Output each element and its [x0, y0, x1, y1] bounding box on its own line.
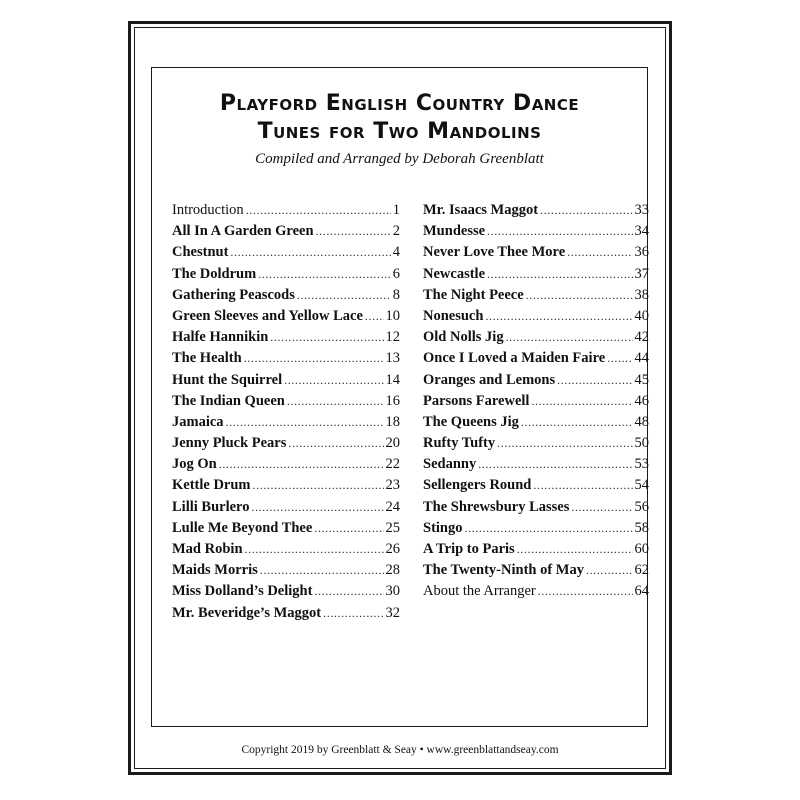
toc-entry-title: Newcastle [423, 265, 486, 282]
toc-entry-page: 2 [392, 223, 400, 240]
toc-column-left [172, 200, 400, 624]
toc-entry-page: 45 [634, 371, 649, 388]
toc-dot-leader [297, 285, 391, 306]
toc-entry-title: Mundesse [423, 223, 486, 240]
toc-entry-title: The Twenty-Ninth of May [423, 562, 584, 579]
toc-entry-page: 22 [385, 456, 400, 473]
toc-entry-page: 20 [385, 435, 400, 452]
toc-entry [423, 412, 649, 433]
toc-entry-title: The Indian Queen [172, 392, 285, 409]
toc-entry [172, 475, 400, 496]
toc-dot-leader [533, 475, 632, 496]
toc-dot-leader [521, 412, 633, 433]
toc-entry-page: 50 [634, 435, 649, 452]
toc-entry [172, 560, 400, 581]
toc-entry-title: Chestnut [172, 244, 229, 261]
toc-entry-page: 64 [634, 583, 649, 600]
toc-dot-leader [314, 518, 383, 539]
toc-entry [423, 539, 649, 560]
toc-entry-page: 12 [385, 329, 400, 346]
toc-entry [423, 433, 649, 454]
toc-entry [172, 264, 400, 285]
toc-entry [423, 348, 649, 369]
toc-entry [172, 348, 400, 369]
toc-dot-leader [465, 518, 633, 539]
toc-entry-title: Hunt the Squirrel [172, 371, 283, 388]
toc-entry-title: Sellengers Round [423, 477, 532, 494]
toc-entry [423, 454, 649, 475]
toc-entry [423, 327, 649, 348]
toc-entry-title: Parsons Farewell [423, 392, 530, 409]
toc-dot-leader [571, 497, 632, 518]
toc-entry-title: Lilli Burlero [172, 498, 250, 515]
toc-entry-page: 4 [392, 244, 400, 261]
toc-dot-leader [487, 264, 632, 285]
toc-dot-leader [607, 348, 632, 369]
toc-column-right [423, 200, 649, 603]
toc-entry [172, 391, 400, 412]
toc-entry-page: 10 [385, 307, 400, 324]
toc-entry-title: Nonesuch [423, 307, 484, 324]
toc-dot-leader [244, 348, 384, 369]
toc-entry [172, 433, 400, 454]
toc-dot-leader [246, 200, 391, 221]
toc-entry-title: Green Sleeves and Yellow Lace [172, 307, 363, 324]
toc-entry-page: 25 [385, 519, 400, 536]
toc-entry [172, 518, 400, 539]
toc-entry-page: 26 [385, 541, 400, 557]
toc-entry [172, 242, 400, 263]
toc-entry [423, 581, 649, 602]
toc-dot-leader [557, 370, 632, 391]
toc-dot-leader [219, 454, 384, 475]
book-title-line-2: Tunes for Two Mandolins [257, 119, 542, 144]
toc-entry-page: 24 [385, 498, 400, 515]
toc-dot-leader [314, 581, 383, 602]
toc-entry-page: 37 [634, 265, 649, 282]
toc-entry-page: 40 [634, 307, 649, 324]
toc-entry-title: Never Love Thee More [423, 244, 566, 261]
toc-dot-leader [497, 433, 632, 454]
toc-dot-leader [478, 454, 632, 475]
toc-entry-title: Oranges and Lemons [423, 371, 556, 388]
toc-entry-title: About the Arranger [423, 583, 536, 600]
toc-entry [423, 306, 649, 327]
toc-entry [423, 264, 649, 285]
toc-entry-page: 1 [392, 202, 400, 218]
toc-entry-page: 54 [634, 477, 649, 494]
book-title-line-1: Playford English Country Dance [219, 91, 580, 116]
toc-entry [423, 285, 649, 306]
toc-entry-page: 48 [634, 413, 649, 430]
toc-dot-leader [284, 370, 383, 391]
toc-entry-page: 13 [385, 350, 400, 367]
toc-entry-title: Maids Morris [172, 562, 258, 579]
toc-dot-leader [517, 539, 633, 560]
toc-entry-title: Old Nolls Jig [423, 329, 504, 346]
toc-entry-page: 34 [634, 223, 649, 240]
toc-entry-page: 60 [634, 541, 649, 557]
toc-entry-page: 38 [634, 286, 649, 303]
toc-entry-page: 46 [634, 392, 649, 409]
toc-entry-title: Introduction [172, 202, 244, 218]
toc-entry-page: 14 [385, 371, 400, 388]
toc-entry-page: 8 [392, 286, 400, 303]
toc-entry [423, 242, 649, 263]
toc-entry-title: Sedanny [423, 456, 477, 473]
toc-entry [423, 497, 649, 518]
toc-entry-title: Mad Robin [172, 541, 243, 557]
toc-dot-leader [540, 200, 632, 221]
toc-dot-leader [287, 391, 384, 412]
toc-entry-page: 28 [385, 562, 400, 579]
toc-entry-title: Once I Loved a Maiden Faire [423, 350, 606, 367]
toc-dot-leader [245, 539, 384, 560]
toc-entry [172, 497, 400, 518]
toc-entry-page: 30 [385, 583, 400, 600]
toc-entry-title: The Doldrum [172, 265, 257, 282]
toc-entry [423, 370, 649, 391]
toc-entry [172, 221, 400, 242]
toc-entry-page: 32 [385, 604, 400, 621]
toc-dot-leader [253, 475, 384, 496]
toc-entry [423, 200, 649, 221]
toc-entry-page: 16 [385, 392, 400, 409]
toc-entry [172, 285, 400, 306]
toc-entry-title: Jog On [172, 456, 217, 473]
toc-dot-leader [506, 327, 633, 348]
toc-dot-leader [365, 306, 384, 327]
toc-entry-page: 58 [634, 519, 649, 536]
toc-entry-title: Jamaica [172, 413, 224, 430]
toc-dot-leader [316, 221, 391, 242]
toc-entry-title: A Trip to Paris [423, 541, 515, 557]
toc-entry-title: All In A Garden Green [172, 223, 314, 240]
toc-entry [172, 200, 400, 221]
toc-dot-leader [567, 242, 632, 263]
toc-entry-page: 18 [385, 413, 400, 430]
toc-dot-leader [485, 306, 632, 327]
toc-entry [172, 581, 400, 602]
toc-entry [172, 327, 400, 348]
toc-entry-title: Miss Dolland’s Delight [172, 583, 313, 600]
toc-entry-page: 33 [634, 202, 649, 218]
toc-entry-page: 23 [385, 477, 400, 494]
toc-entry-title: The Shrewsbury Lasses [423, 498, 570, 515]
toc-entry [172, 454, 400, 475]
copyright-footer: Copyright 2019 by Greenblatt & Seay • www.greenblattandseay.com [241, 744, 559, 756]
toc-entry [172, 306, 400, 327]
toc-dot-leader [251, 497, 383, 518]
toc-entry [172, 412, 400, 433]
toc-entry-title: Stingo [423, 519, 463, 536]
toc-entry-title: The Night Peece [423, 286, 524, 303]
toc-entry-title: Mr. Isaacs Maggot [423, 202, 539, 218]
toc-entry-title: Kettle Drum [172, 477, 251, 494]
toc-entry [423, 518, 649, 539]
toc-dot-leader [323, 603, 383, 624]
toc-dot-leader [487, 221, 632, 242]
toc-entry-title: Rufty Tufty [423, 435, 496, 452]
toc-entry [423, 475, 649, 496]
toc-entry-title: Lulle Me Beyond Thee [172, 519, 313, 536]
toc-entry-page: 53 [634, 456, 649, 473]
toc-dot-leader [270, 327, 383, 348]
toc-dot-leader [226, 412, 384, 433]
toc-entry-title: The Health [172, 350, 242, 367]
toc-dot-leader [230, 242, 390, 263]
toc-entry [172, 603, 400, 624]
toc-entry-title: Jenny Pluck Pears [172, 435, 287, 452]
toc-dot-leader [258, 264, 391, 285]
toc-entry [423, 221, 649, 242]
toc-entry-page: 56 [634, 498, 649, 515]
toc-entry [423, 560, 649, 581]
toc-dot-leader [288, 433, 383, 454]
toc-dot-leader [526, 285, 633, 306]
toc-entry [172, 539, 400, 560]
toc-dot-leader [538, 581, 633, 602]
toc-dot-leader [531, 391, 632, 412]
book-subtitle: Compiled and Arranged by Deborah Greenblatt [255, 151, 544, 167]
toc-entry-page: 6 [392, 265, 400, 282]
toc-entry [172, 370, 400, 391]
toc-dot-leader [260, 560, 384, 581]
toc-dot-leader [586, 560, 633, 581]
toc-entry-title: Halfe Hannikin [172, 329, 269, 346]
toc-entry [423, 391, 649, 412]
toc-entry-title: The Queens Jig [423, 413, 519, 430]
toc-entry-title: Mr. Beveridge’s Maggot [172, 604, 322, 621]
toc-entry-page: 36 [634, 244, 649, 261]
toc-entry-page: 44 [634, 350, 649, 367]
toc-entry-page: 62 [634, 562, 649, 579]
toc-entry-title: Gathering Peascods [172, 286, 295, 303]
toc-entry-page: 42 [634, 329, 649, 346]
